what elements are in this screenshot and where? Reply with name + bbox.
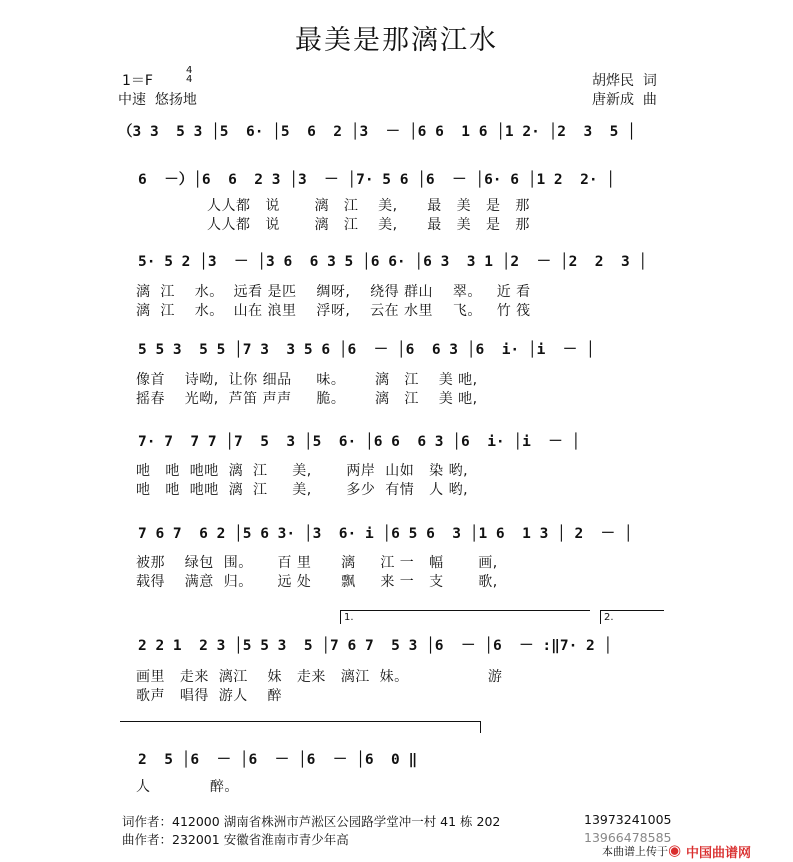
notation-system-4: 5 5 3 5 5 │7 3 3 5 6 │6 － │6 6 3 │6 i· │i － │: [138, 342, 595, 358]
volta-1-bracket: [340, 610, 590, 611]
notation-system-5: 7· 7 7 7 │7 5 3 │5 6· │6 6 6 3 │6 i· │i － │: [138, 434, 581, 450]
volta-2-label: 2.: [604, 612, 614, 623]
notation-system-1: （3 3 5 3 │5 6· │5 6 2 │3 － │6 6 1 6 │1 2· │2 3 5 │: [118, 124, 636, 140]
watermark-site: 中国曲谱网: [686, 846, 752, 861]
volta-2-bracket: [600, 610, 664, 611]
lyric-line-3-1: 漓 江 水。 远看 是匹 绸呀, 绕得 群山 翠。 近 看: [136, 284, 531, 300]
volta-1-label: 1.: [344, 612, 354, 623]
lyric-line-3-2: 漓 江 水。 山在 浪里 浮呀, 云在 水里 飞。 竹 筏: [136, 303, 531, 319]
tie-line: [120, 721, 480, 722]
key-signature: 1＝F: [122, 73, 153, 89]
song-title: 最美是那漓江水: [295, 25, 498, 56]
lyric-line-5-1: 吔 吔 吔吔 漓 江 美, 两岸 山如 染 哟,: [136, 463, 469, 479]
notation-system-7: 2 2 1 2 3 │5 5 3 5 │7 6 7 5 3 │6 － │6 － :‖7· 2 │: [138, 638, 613, 654]
lyricist-credit: 胡烨民 词: [592, 73, 657, 89]
lyric-line-7-1: 画里 走来 漓江 妹 走来 漓江 妹。 游: [136, 669, 503, 685]
volta-2-bracket-edge: [600, 610, 601, 624]
watermark-prefix: 本曲谱上传于: [602, 845, 668, 858]
watermark-logo-icon: ◉: [668, 841, 682, 859]
time-signature: 4 4: [186, 65, 193, 85]
lyric-line-7-2: 歌声 唱得 游人 醉: [136, 688, 283, 704]
lyric-line-4-2: 摇春 光呦, 芦笛 声声 脆。 漓 江 美 吔,: [136, 391, 478, 407]
notation-system-6: 7 6 7 6 2 │5 6 3· │3 6· i │6 5 6 3 │1 6 1 3 │ 2 － │: [138, 526, 633, 542]
composer-credit: 唐新成 曲: [592, 92, 657, 108]
lyricist-phone: 13973241005: [584, 812, 672, 827]
lyric-line-6-2: 载得 满意 归。 远 处 飘 来 一 支 歌,: [136, 574, 498, 590]
composer-phone: 13966478585: [584, 830, 672, 845]
lyric-line-2-1: 人人都 说 漓 江 美, 最 美 是 那: [207, 198, 530, 214]
lyric-line-5-2: 吔 吔 吔吔 漓 江 美, 多少 有情 人 哟,: [136, 482, 469, 498]
composer-address: 曲作者：232001 安徽省淮南市青少年高: [122, 832, 349, 847]
tempo-marking: 中速 悠扬地: [118, 92, 197, 108]
volta-1-bracket-edge: [340, 610, 341, 624]
tie-line-end: [480, 721, 481, 733]
lyric-line-8-1: 人 醉。: [136, 779, 239, 795]
lyric-line-2-2: 人人都 说 漓 江 美, 最 美 是 那: [207, 217, 530, 233]
notation-system-3: 5· 5 2 │3 － │3 6 6 3 5 │6 6· │6 3 3 1 │2 － │2 2 3 │: [138, 254, 648, 270]
notation-system-8: 2 5 │6 － │6 － │6 － │6 0 ‖: [138, 752, 418, 768]
lyric-line-6-1: 被那 绿包 围。 百 里 漓 江 一 幅 画,: [136, 555, 498, 571]
lyric-line-4-1: 像首 诗呦, 让你 细品 味。 漓 江 美 吔,: [136, 372, 478, 388]
lyricist-address: 词作者：412000 湖南省株洲市芦淞区公园路学堂冲一村 41 栋 202: [122, 814, 501, 829]
notation-system-2: 6 －）│6 6 2 3 │3 － │7· 5 6 │6 － │6· 6 │1 2 2· │: [138, 172, 616, 188]
